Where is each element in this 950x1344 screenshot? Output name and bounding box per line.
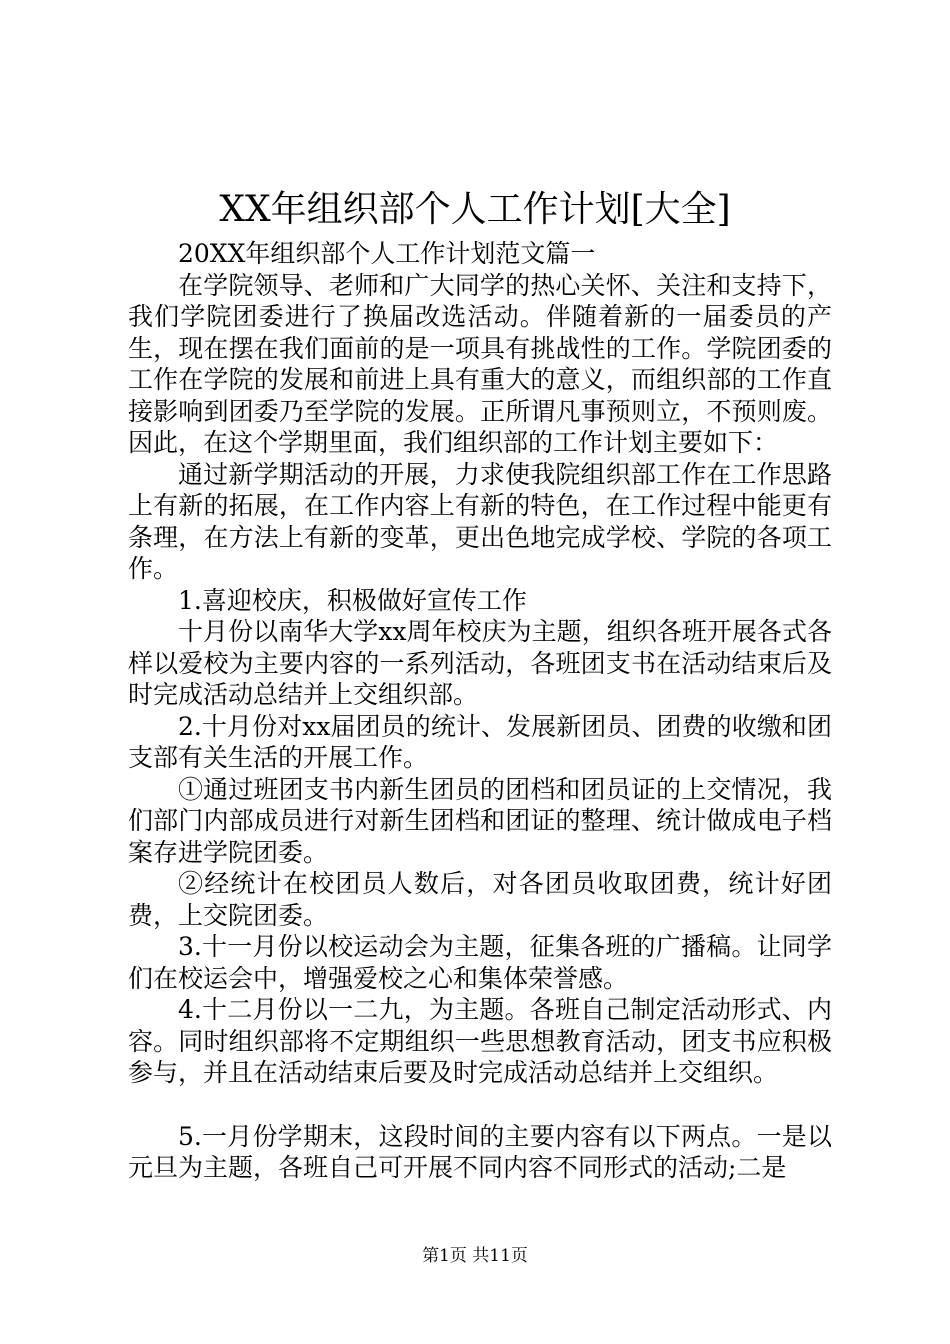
document-title: XX年组织部个人工作计划[大全] [219, 189, 731, 230]
paragraph-subtitle: 20XX年组织部个人工作计划范文篇一 [178, 239, 596, 268]
paragraph-item-2-sub-1: ①通过班团支书内新生团员的团档和团员证的上交情况，我们部门内部成员进行对新生团档和团证的整理、统计做成电子档案存进学院团委。 [128, 774, 832, 867]
paragraph-item-2-sub-2: ②经统计在校团员人数后，对各团员收取团费，统计好团费，上交院团委。 [128, 869, 832, 930]
paragraph-item-4: 4.十二月份以一二九，为主题。各班自己制定活动形式、内容。同时组织部将不定期组织一些思想教育活动，团支书应积极参与，并且在活动结束后要及时完成活动总结并上交组织。 [128, 995, 832, 1087]
paragraph-item-1-body: 十月份以南华大学xx周年校庆为主题，组织各班开展各式各样以爱校为主要内容的一系列活动，各班团支书在活动结束后及时完成活动总结并上交组织部。 [128, 617, 832, 709]
paragraph-item-3: 3.十一月份以校运动会为主题，征集各班的广播稿。让同学们在校运会中，增强爱校之心和集体荣誉感。 [128, 932, 832, 993]
paragraph-goal: 通过新学期活动的开展，力求使我院组织部工作在工作思路上有新的拓展，在工作内容上有新的特色，在工作过程中能更有条理，在方法上有新的变革，更出色地完成学校、学院的各项工作。 [128, 459, 832, 583]
paragraph-item-5: 5.一月份学期末，这段时间的主要内容有以下两点。一是以元旦为主题，各班自己可开展不同内容不同形式的活动;二是 [128, 1121, 832, 1182]
document-body [128, 238, 832, 1184]
paragraph-intro: 在学院领导、老师和广大同学的热心关怀、关注和支持下，我们学院团委进行了换届改选活动。伴随着新的一届委员的产生，现在摆在我们面前的是一项具有挑战性的工作。学院团委的工作在学院的发展和前进上具有重大的意义，而组织部的工作直接影响到团委乃至学院的发展。正所谓凡事预则立，不预则废。因此，在这个学期里面，我们组织部的工作计划主要如下： [128, 270, 832, 457]
paragraph-item-2: 2.十月份对xx届团员的统计、发展新团员、团费的收缴和团支部有关生活的开展工作。 [128, 711, 832, 772]
paragraph-item-1-heading: 1.喜迎校庆，积极做好宣传工作 [178, 585, 527, 615]
paragraph-spacer [128, 1089, 832, 1121]
page-footer: 第1页 共11页 [422, 1246, 528, 1266]
